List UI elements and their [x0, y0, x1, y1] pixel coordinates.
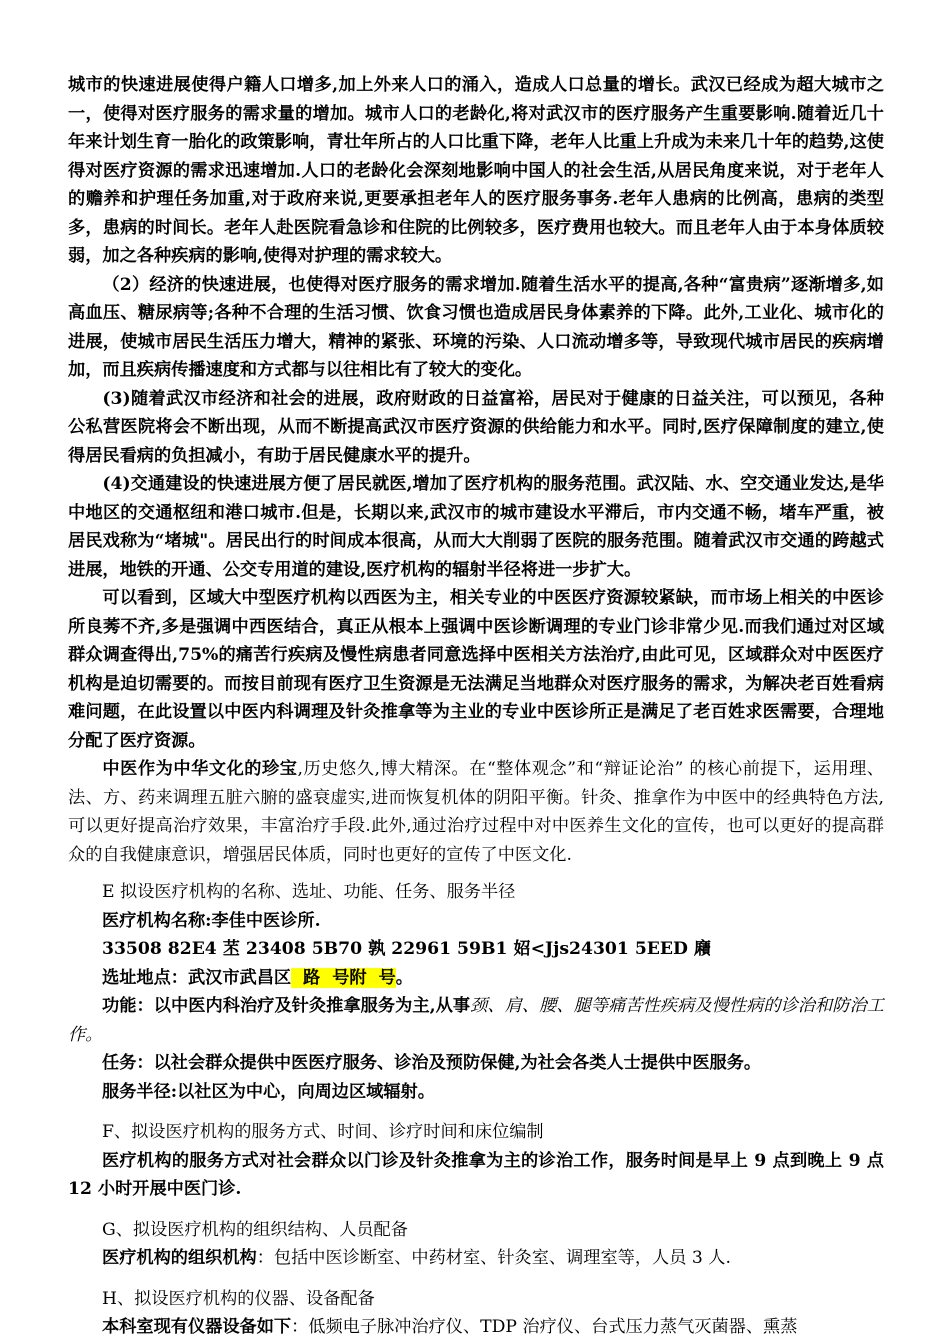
- document-page: [68, 0, 884, 1342]
- organization-label: 医疗机构的组织机构: [102, 1248, 257, 1268]
- section-e-heading: E 拟设医疗机构的名称、选址、功能、任务、服务半径: [102, 882, 516, 902]
- task-line: 任务：以社会群众提供中医医疗服务、诊治及预防保健,为社会各类人士提供中医服务。: [102, 1053, 762, 1073]
- paragraph-transport: (4)交通建设的快速进展方便了居民就医,增加了医疗机构的服务范围。武汉陆、水、空交通业发达,是华中地区的交通枢纽和港口城市.但是，长期以来,武汉市的城市建设水平滞后，市内交通不畅，堵车严重，被居民戏称为“堵城"。居民出行的时间成本很高，从而大大削弱了医院的服务范围。随着武汉市交通的跨越式进展，地铁的开通、公交专用道的建设,医疗机构的辐射半径将进一步扩大。: [68, 474, 884, 580]
- paragraph-tcm-value: [68, 755, 884, 869]
- equipment-label: 本科室现有仪器设备如下: [102, 1317, 292, 1337]
- paragraph-market-analysis: 可以看到，区域大中型医疗机构以西医为主，相关专业的中医医疗资源较紧缺，而市场上相关的中医诊所良莠不齐,多是强调中西医结合，真正从根本上强调中医诊断调理的专业门诊非常少见.而我们通过对区域群众调查得出,75%的痛苦行疾病及慢性病患者同意选择中医相关方法治疗,由此可见，区域群众对中医医疗机构是迫切需要的。而按目前现有医疗卫生资源是无法满足当地群众对医疗服务的需求，为解决老百姓看病难问题，在此设置以中医内科调理及针灸推拿等为主业的专业中医诊所正是满足了老百姓求医需要，合理地分配了医疗资源。: [68, 588, 884, 751]
- address-suffix: 。: [395, 967, 413, 988]
- service-mode-paragraph: 医疗机构的服务方式对社会群众以门诊及针灸推拿为主的诊治工作，服务时间是早上 9 点到晚上 9 点 12 小时开展中医门诊.: [68, 1150, 884, 1199]
- function-scope: 颈、肩、腰、腿等痛苦性疾病及慢性病的诊治和防治工作。: [68, 996, 884, 1045]
- tcm-value-lead: 中医作为中华文化的珍宝: [102, 759, 298, 779]
- service-radius-line: 服务半径:以社区为中心，向周边区域辐射。: [102, 1081, 435, 1102]
- paragraph-economic-growth: （2）经济的快速进展，也使得对医疗服务的需求增加.随着生活水平的提高,各种“富贵病”逐渐增多,如高血压、糖尿病等;各种不合理的生活习惯、饮食习惯也造成居民身体素养的下降。此外,工业化、城市化的进展，使城市居民生活压力增大，精神的紧张、环境的污染、人口流动增多等，导致现代城市居民的疾病增加，而且疾病传播速度和方式都与以往相比有了较大的变化。: [68, 274, 884, 380]
- paragraph-urban-growth: 城市的快速进展使得户籍人口增多,加上外来人口的涌入，造成人口总量的增长。武汉已经成为超大城市之一，使得对医疗服务的需求量的增加。城市人口的老龄化,将对武汉市的医疗服务产生重要影响.随着近几十年来计划生育一胎化的政策影响，青壮年所占的人口比重下降，老年人比重上升成为未来几十年的趋势,这使得对医疗资源的需求迅速增加.人口的老龄化会深刻地影响中国人的社会生活,从居民角度来说，对于老年人的赡养和护理任务加重,对于政府来说,更要承担老年人的医疗服务事务.老年人患病的比例高，患病的类型多，患病的时间长。老年人赴医院看急诊和住院的比例较多，医疗费用也较大。而且老年人由于本身体质较弱，加之各种疾病的影响,使得对护理的需求较大。: [68, 75, 884, 266]
- institution-name: 医疗机构名称:李佳中医诊所.: [102, 910, 321, 931]
- organization-body: ：包括中医诊断室、中药材室、针灸室、调理室等，人员 3 人.: [256, 1248, 731, 1268]
- section-g-heading: G、拟设医疗机构的组织结构、人员配备: [102, 1219, 408, 1240]
- function-line: [68, 992, 884, 1049]
- organization-line: [68, 1244, 884, 1273]
- tcm-value-body: ,历史悠久,博大精深。在“整体观念”和“辩证论治” 的核心前提下，运用理、法、方、药来调理五脏六腑的盛衰虚实,进而恢复机体的阴阳平衡。针灸、推拿作为中医中的经典特色方法,可以更好提高治疗效果，丰富治疗手段.此外,通过治疗过程中对中医养生文化的宣传，也可以更好的提高群众的自我健康意识，增强居民体质，同时也更好的宣传了中医文化.: [68, 759, 884, 865]
- paragraph-government-finance: (3)随着武汉市经济和社会的进展，政府财政的日益富裕，居民对于健康的日益关注，可以预见，各种公私营医院将会不断出现，从而不断提高武汉市医疗资源的供给能力和水平。同时,医疗保障制度的建立,使得居民看病的负担减小，有助于居民健康水平的提升。: [68, 388, 884, 466]
- garbled-code-line: 33508 82E4 苤 23408 5B70 孰 22961 59B1 妱<Jjs24301 5EED 廭: [102, 939, 712, 959]
- section-f-heading: F、拟设医疗机构的服务方式、时间、诊疗时间和床位编制: [102, 1122, 544, 1142]
- equipment-line: [68, 1313, 884, 1342]
- function-label: 功能：以中医内科治疗及针灸推拿服务为主,从事: [102, 996, 471, 1016]
- address-prefix: 选址地点：武汉市武昌区: [102, 967, 292, 988]
- section-h-heading: H、拟设医疗机构的仪器、设备配备: [102, 1288, 375, 1309]
- address-line: [68, 964, 884, 993]
- address-highlight: 路 号附 号: [291, 967, 396, 988]
- equipment-body: ：低频电子脉冲治疗仪、TDP 治疗仪、台式压力蒸气灭菌器、熏蒸: [291, 1317, 798, 1337]
